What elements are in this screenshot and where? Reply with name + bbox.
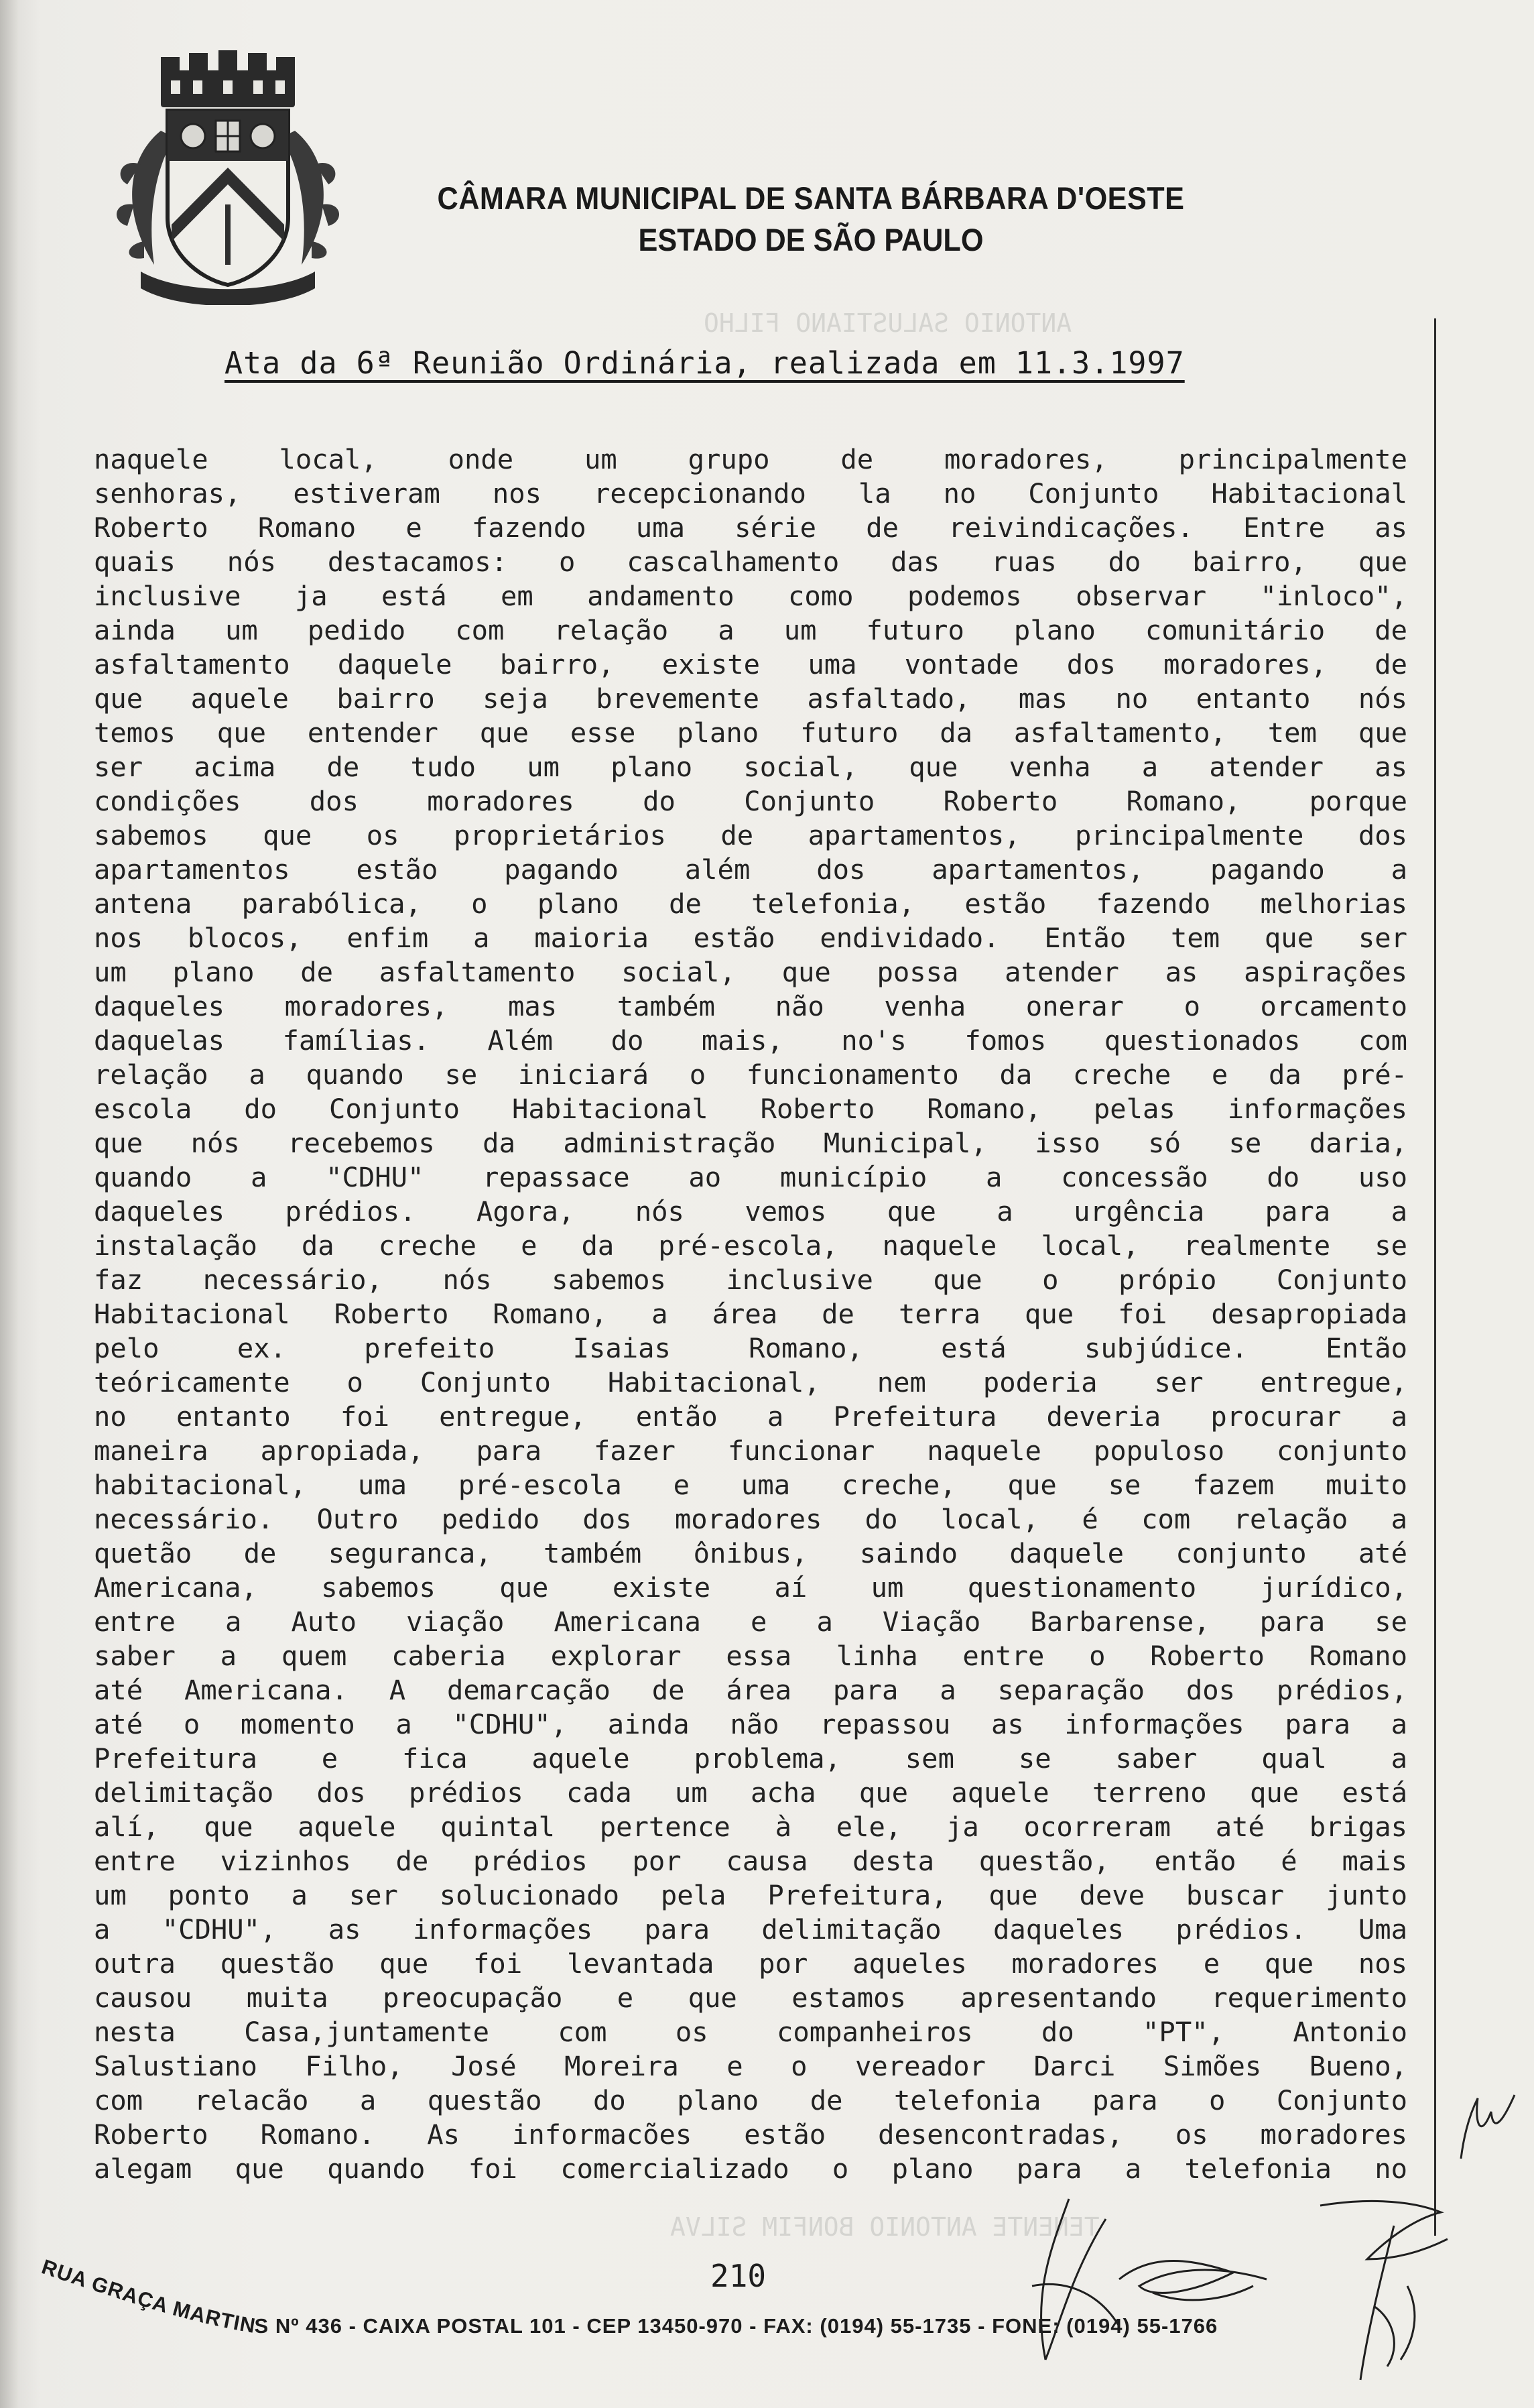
text-line: quando a "CDHU" repassace ao município a concessão do uso [94,1161,1407,1193]
text-line: temos que entender que esse plano futuro da asfaltamento, tem que [94,717,1407,749]
text-line: causou muita preocupação e que estamos apresentando requerimento [94,1982,1407,2014]
text-line: quetão de seguranca, também ônibus, saindo daquele conjunto até [94,1537,1407,1569]
text-line: alegam que quando foi comercializado o plano para a telefonia no [94,2153,1407,2185]
letterhead [375,178,1247,261]
text-line: Habitacional Roberto Romano, a área de terra que foi desapropiada [94,1298,1407,1330]
text-line: escola do Conjunto Habitacional Roberto Romano, pelas informações [94,1093,1407,1125]
bleed-through-top: ANTONIO SALUSTIANO FILHO [704,308,1072,338]
right-margin-rule [1434,318,1436,2236]
text-line: apartamentos estão pagando além dos apartamentos, pagando a [94,853,1407,886]
text-line: daqueles moradores, mas também não venha onerar o orcamento [94,990,1407,1022]
text-line: teóricamente o Conjunto Habitacional, nem poderia ser entregue, [94,1366,1407,1398]
text-line: saber a quem caberia explorar essa linha entre o Roberto Romano [94,1640,1407,1672]
minutes-title: Ata da 6ª Reunião Ordinária, realizada em 11.3.1997 [225,345,1185,381]
text-line: um plano de asfaltamento social, que possa atender as aspirações [94,956,1407,988]
page-number: 210 [710,2258,767,2294]
text-line: necessário. Outro pedido dos moradores do local, é com relação a [94,1503,1407,1535]
text-line: faz necessário, nós sabemos inclusive que o própio Conjunto [94,1264,1407,1296]
text-line: quais nós destacamos: o cascalhamento das ruas do bairro, que [94,546,1407,578]
text-line: delimitação dos prédios cada um acha que aquele terreno que está [94,1777,1407,1809]
text-line: asfaltamento daquele bairro, existe uma vontade dos moradores, de [94,648,1407,680]
text-line: inclusive ja está em andamento como podemos observar "inloco", [94,580,1407,612]
text-line: no entanto foi entregue, então a Prefeitura deveria procurar a [94,1400,1407,1433]
text-line: até o momento a "CDHU", ainda não repassou as informações para a [94,1708,1407,1740]
coat-of-arms-logo [114,50,342,305]
text-line: a "CDHU", as informações para delimitação daqueles prédios. Uma [94,1913,1407,1945]
text-line: outra questão que foi levantada por aqueles moradores e que nos [94,1947,1407,1980]
text-line: Roberto Romano. As informacões estão desencontradas, os moradores [94,2118,1407,2151]
text-line: relação a quando se iniciará o funcionamento da creche e da pré- [94,1059,1407,1091]
text-line: nos blocos, enfim a maioria estão endividado. Então tem que ser [94,922,1407,954]
margin-initials-signature [1454,2085,1521,2165]
text-line: naquele local, onde um grupo de moradores, principalmente [94,443,1407,475]
text-line: instalação da creche e da pré-escola, naquele local, realmente se [94,1229,1407,1262]
handwritten-signature-2 [1112,2232,1280,2320]
text-line: Americana, sabemos que existe aí um questionamento jurídico, [94,1571,1407,1604]
minutes-body [94,442,1407,2220]
text-line: antena parabólica, o plano de telefonia, estão fazendo melhorias [94,888,1407,920]
text-line: habitacional, uma pré-escola e uma creche, que se fazem muito [94,1469,1407,1501]
text-line: nesta Casa,juntamente com os companheiros do "PT", Antonio [94,2016,1407,2048]
text-line: pelo ex. prefeito Isaias Romano, está subjúdice. Então [94,1332,1407,1364]
text-line: Salustiano Filho, José Moreira e o vereador Darci Simões Bueno, [94,2050,1407,2082]
book-spine-shadow [0,0,19,2408]
text-line [94,2186,1407,2220]
text-line: que aquele bairro seja brevemente asfaltado, mas no entanto nós [94,682,1407,715]
text-line: até Americana. A demarcação de área para a separação dos prédios, [94,1674,1407,1706]
text-line: daquelas famílias. Além do mais, no's fomos questionados com [94,1024,1407,1057]
text-line: sabemos que os proprietários de apartamentos, principalmente dos [94,819,1407,851]
text-line: um ponto a ser solucionado pela Prefeitura, que deve buscar junto [94,1879,1407,1911]
text-line: ainda um pedido com relação a um futuro plano comunitário de [94,614,1407,646]
text-line: Roberto Romano e fazendo uma série de reivindicações. Entre as [94,511,1407,544]
text-line: que nós recebemos da administração Municipal, isso só se daria, [94,1127,1407,1159]
text-line: daqueles prédios. Agora, nós vemos que a urgência para a [94,1195,1407,1227]
text-line: entre vizinhos de prédios por causa desta questão, então é mais [94,1845,1407,1877]
footer-address-text: RUA GRAÇA MARTINS Nº 436 - CAIXA POSTAL 101 - CEP 13450-970 - FAX: (0194) 55-1735 - FONE: (0194) 55-1766 [38,2254,1218,2338]
text-line: senhoras, estiveram nos recepcionando la no Conjunto Habitacional [94,477,1407,509]
state-name: ESTADO DE SÃO PAULO [638,222,984,257]
text-line: alí, que aquele quintal pertence à ele, ja ocorreram até brigas [94,1811,1407,1843]
bleed-through-bottom: TENENTE ANTONIO BONFIM SILVA [670,2212,1100,2242]
text-line: entre a Auto viação Americana e a Viação Barbarense, para se [94,1606,1407,1638]
text-line: Prefeitura e fica aquele problema, sem se saber qual a [94,1742,1407,1774]
institution-name: CÂMARA MUNICIPAL DE SANTA BÁRBARA D'OESTE [437,180,1185,216]
text-line: com relacão a questão do plano de telefonia para o Conjunto [94,2084,1407,2116]
text-line: ser acima de tudo um plano social, que venha a atender as [94,751,1407,783]
text-line: maneira apropiada, para fazer funcionar naquele populoso conjunto [94,1435,1407,1467]
handwritten-signature-3 [1307,2185,1468,2387]
text-line: condições dos moradores do Conjunto Roberto Romano, porque [94,785,1407,817]
